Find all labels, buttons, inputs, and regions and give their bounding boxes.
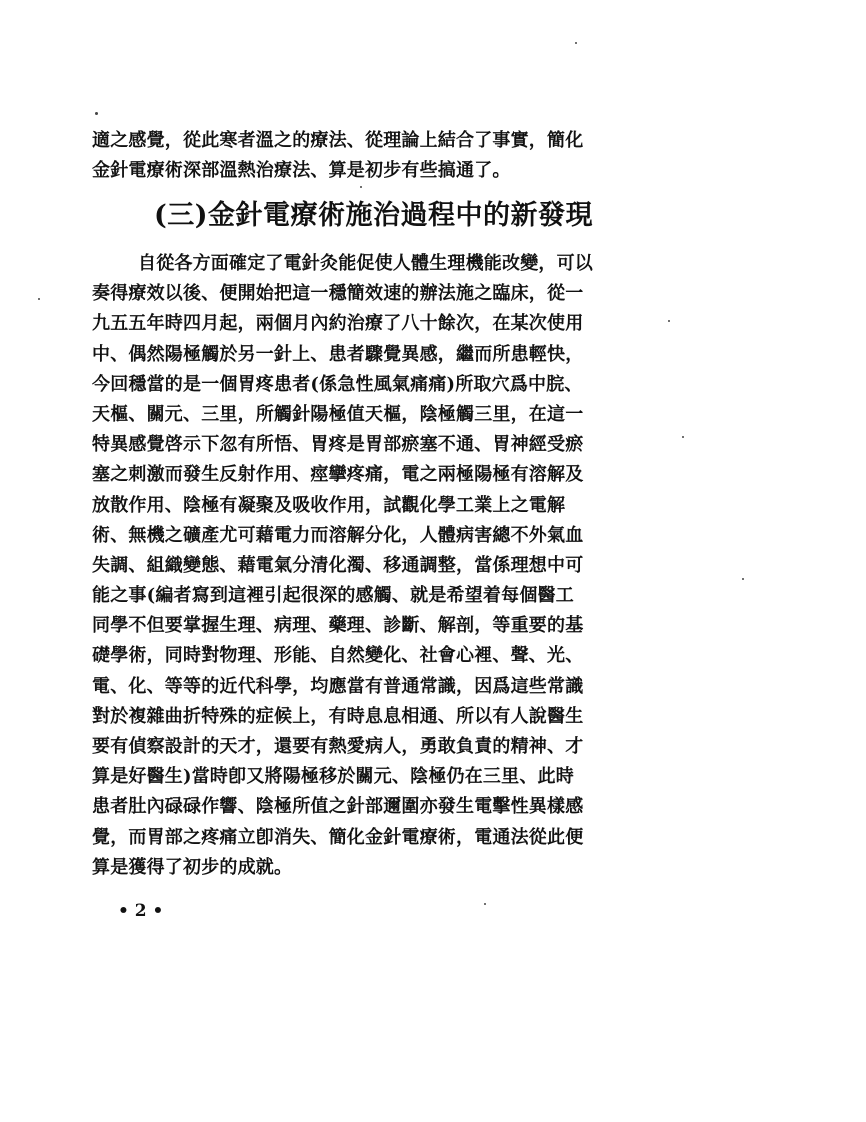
scan-speck xyxy=(668,320,670,322)
text-line: 奏得療效以後、便開始把這一穩簡效速的辦法施之臨床，從一 xyxy=(92,283,584,305)
text-line: 對於複雜曲折特殊的症候上，有時息息相通、所以有人說醫生 xyxy=(92,705,584,727)
text-line: 失調、組織變態、藉電氣分清化濁、移通調整，當係理想中可 xyxy=(92,554,584,576)
page-number: • 2 • xyxy=(118,901,164,921)
scan-speck xyxy=(95,112,98,115)
section-heading: (三)金針電療術施治過程中的新發現 xyxy=(154,200,594,231)
text-line: 算是好醫生)當時卽又將陽極移於關元、陰極仍在三里、此時 xyxy=(92,766,574,788)
text-line: 天樞、關元、三里，所觸針陽極值天樞，陰極觸三里，在這一 xyxy=(92,403,584,425)
text-line: 自從各方面確定了電針灸能促使人體生理機能改變，可以 xyxy=(138,253,593,274)
scan-speck xyxy=(38,298,40,300)
text-line: 要有偵察設計的天才，還要有熱愛病人，勇敢負責的精神、才 xyxy=(92,736,584,757)
text-line: 適之感覺，從此寒者溫之的療法、從理論上結合了事實，簡化 xyxy=(92,130,584,151)
text-line: 算是獲得了初步的成就。 xyxy=(92,856,293,878)
body-paragraph xyxy=(92,249,682,883)
text-line: 能之事(編者寫到這裡引起很深的感觸、就是希望着每個醫工 xyxy=(92,585,574,607)
text-line: 特異感覺啓示下忽有所悟、胃疼是胃部瘀塞不通、胃神經受瘀 xyxy=(92,434,584,456)
text-line: 礎學術，同時對物理、形能、自然變化、社會心裡、聲、光、 xyxy=(92,645,584,667)
scan-speck xyxy=(575,42,577,44)
text-line: 塞之刺激而發生反射作用、痙攣疼痛，電之兩極陽極有溶解及 xyxy=(92,464,584,486)
text-line: 電、化、等等的近代科學，均應當有普通常識，因爲這些常識 xyxy=(92,675,584,697)
text-line: 放散作用、陰極有凝聚及吸收作用，試觀化學工業上之電解 xyxy=(92,494,566,516)
text-line: 患者肚內碌碌作響、陰極所值之針部邇圍亦發生電擊性異樣感 xyxy=(92,796,584,818)
scan-speck xyxy=(682,436,684,438)
text-line: 九五五年時四月起，兩個月內約治療了八十餘次，在某次使用 xyxy=(92,313,584,335)
text-line: 同學不但要掌握生理、病理、藥理、診斷、解剖，等重要的基 xyxy=(92,615,584,637)
scan-speck xyxy=(484,903,486,905)
scan-speck xyxy=(742,578,744,580)
scan-speck xyxy=(360,186,362,188)
text-line: 今回穩當的是一個胃疼患者(係急性風氣痛痛)所取穴爲中脘、 xyxy=(92,373,583,395)
intro-paragraph xyxy=(92,126,682,186)
text-line: 金針電療術深部溫熱治療法、算是初步有些搞通了。 xyxy=(92,160,511,181)
text-line: 中、偶然陽極觸於另一針上、患者驟覺異感，繼而所患輕快， xyxy=(92,343,584,365)
text-line: 術、無機之礦產尤可藉電力而溶解分化，人體病害總不外氣血 xyxy=(92,524,584,546)
text-line: 覺，而胃部之疼痛立卽消失、簡化金針電療術，電通法從此便 xyxy=(92,826,584,848)
